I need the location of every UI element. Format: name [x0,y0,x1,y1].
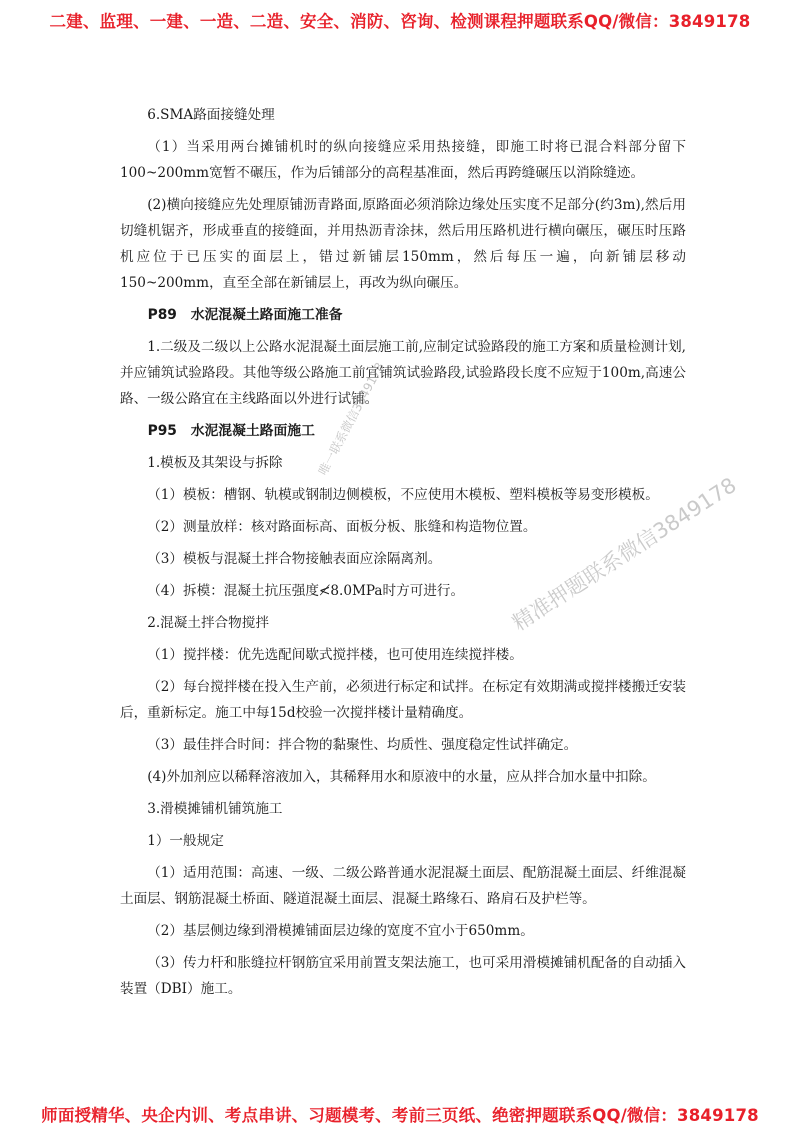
footer-banner: 师面授精华、央企内训、考点串讲、习题模考、考前三页纸、绝密押题联系QQ/微信：3849178 [41,1106,759,1125]
paragraph: （2）基层侧边缘到滑模摊铺面层边缘的宽度不宜小于650mm。 [147,923,534,939]
paragraph: 1）一般规定 [147,833,224,849]
section-heading: P95 水泥混凝土路面施工 [147,423,315,439]
paragraph: (2)横向接缝应先处理原铺沥青路面,原路面必须消除边缘处压实度不足部分(约3m),然后用切缝机锯齐，形成垂直的接缝面，并用热沥青涂抹，然后用压路机进行横向碾压，碾压时压路机应位于已压实的面层上，错过新铺层150mm，然后每压一遍，向新铺层移动150~200mm，直至全部在新铺层上，再改为纵向碾压。 [120,197,686,291]
paragraph: （4）拆模：混凝土抗压强度≮8.0MPa时方可进行。 [147,583,465,599]
watermark-large: 精准押题联系微信3849178 [508,472,741,636]
paragraph: 1.模板及其架设与拆除 [147,455,283,471]
paragraph: （3）最佳拌合时间：拌合物的黏聚性、均质性、强度稳定性试拌确定。 [147,737,578,753]
paragraph: （1）搅拌楼：优先选配间歇式搅拌楼，也可使用连续搅拌楼。 [147,647,523,663]
paragraph: （1）当采用两台摊铺机时的纵向接缝应采用热接缝，即施工时将已混合料部分留下100~200mm宽暂不碾压，作为后铺部分的高程基准面，然后再跨缝碾压以消除缝迹。 [120,139,686,181]
paragraph: （1）适用范围：高速、一级、二级公路普通水泥混凝土面层、配筋混凝土面层、纤维混凝土面层、钢筋混凝土桥面、隧道混凝土面层、混凝土路缘石、路肩石及护栏等。 [120,865,686,907]
paragraph: 2.混凝土拌合物搅拌 [147,615,269,631]
paragraph: （2）每台搅拌楼在投入生产前，必须进行标定和试拌。在标定有效期满或搅拌楼搬迁安装后，重新标定。施工中每15d校验一次搅拌楼计量精确度。 [120,679,686,721]
paragraph: 6.SMA路面接缝处理 [147,107,275,123]
paragraph: 1.二级及二级以上公路水泥混凝土面层施工前,应制定试验路段的施工方案和质量检测计划,并应铺筑试验路段。其他等级公路施工前宜铺筑试验路段,试验路段长度不应短于100m,高速公路、一级公路宜在主线路面以外进行试铺。 [120,339,686,407]
watermark-small: 唯一联系微信3849178 [315,360,388,478]
section-heading: P89 水泥混凝土路面施工准备 [147,307,343,323]
header-banner: 二建、监理、一建、一造、二造、安全、消防、咨询、检测课程押题联系QQ/微信：3849178 [49,12,751,31]
paragraph: （2）测量放样：核对路面标高、面板分板、胀缝和构造物位置。 [147,519,537,535]
paragraph: （1）模板：槽钢、轨模或钢制边侧模板，不应使用木模板、塑料模板等易变形模板。 [147,487,659,503]
paragraph: 3.滑模摊铺机铺筑施工 [147,801,283,817]
paragraph: (4)外加剂应以稀释溶液加入，其稀释用水和原液中的水量，应从拌合加水量中扣除。 [147,769,656,785]
paragraph: （3）传力杆和胀缝拉杆钢筋宜采用前置支架法施工，也可采用滑模摊铺机配备的自动插入装置（DBI）施工。 [120,955,686,997]
paragraph: （3）模板与混凝土拌合物接触表面应涂隔离剂。 [147,551,442,567]
document-body [120,102,686,1008]
